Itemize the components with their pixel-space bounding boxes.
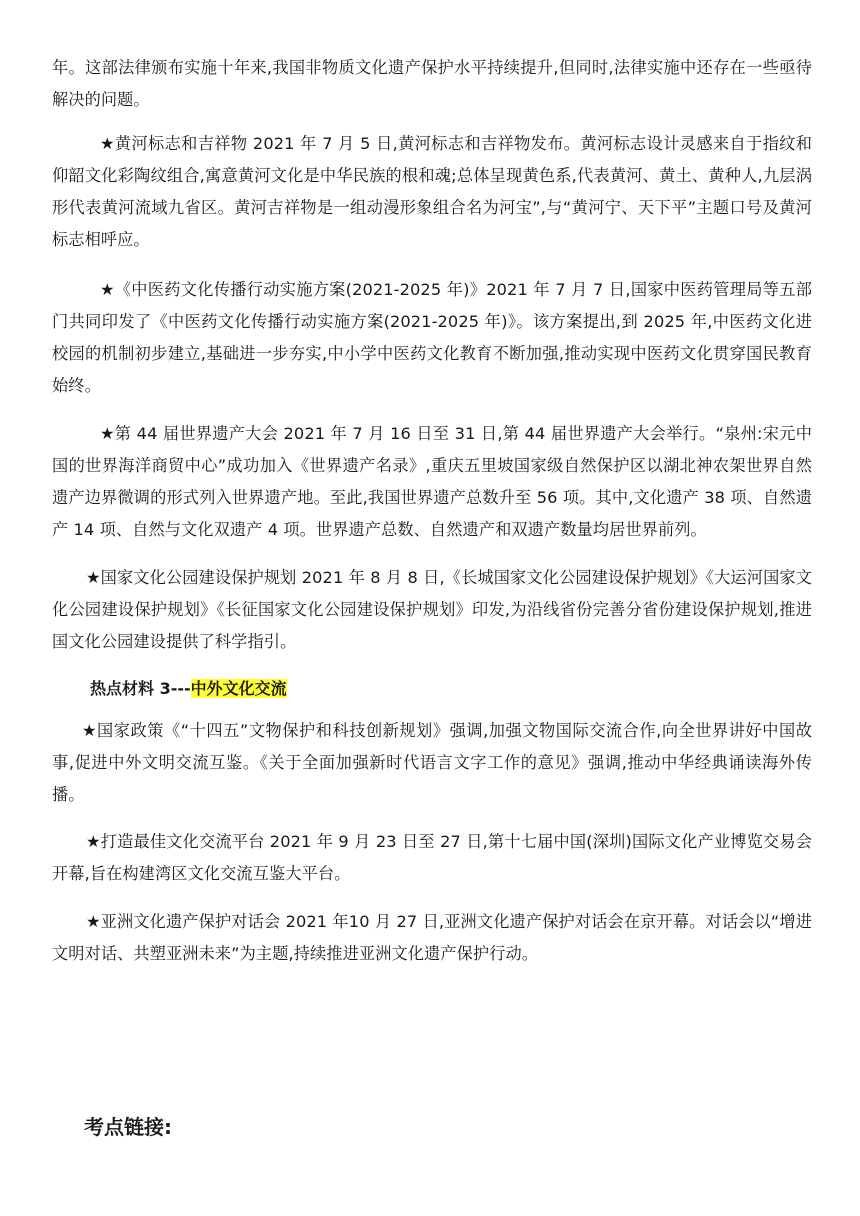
paragraph-cultural-exchange-platform: ★打造最佳文化交流平台 2021 年 9 月 23 日至 27 日,第十七届中国(深圳)国际文化产业博览交易会开幕,旨在构建湾区文化交流互鉴大平台。 — [52, 832, 812, 883]
paragraph-world-heritage-conference: ★第 44 届世界遗产大会 2021 年 7 月 16 日至 31 日,第 44 届世界遗产大会举行。“泉州:宋元中国的世界海洋商贸中心”成功加入《世界遗产名录》,重庆五里坡国家级自然保护区以湖北神农架世界自然遗产边界微调的形式列入世界遗产地。至此,我国世界遗产总数升至 56 项。其中,文化遗产 38 项、自然遗产 14 项、自然与文化双遗产 4 项。世界遗产总数、自然遗产和双遗产数量均居世界前列。 — [52, 424, 812, 539]
paragraph-yellow-river-logo: ★黄河标志和吉祥物 2021 年 7 月 5 日,黄河标志和吉祥物发布。黄河标志设计灵感来自于指纹和仰韶文化彩陶纹组合,寓意黄河文化是中华民族的根和魂;总体呈现黄色系,代表黄河、黄土、黄种人,九层涡形代表黄河流域九省区。黄河吉祥物是一组动漫形象组合名为河宝”,与“黄河宁、天下平”主题口号及黄河标志相呼应。 — [52, 134, 812, 249]
hot-topic-heading-3 — [90, 673, 287, 705]
paragraph-intangible-heritage-law-end: 年。这部法律颁布实施十年来,我国非物质文化遗产保护水平持续提升,但同时,法律实施中还存在一些亟待解决的问题。 — [52, 58, 812, 109]
paragraph-asian-heritage-dialogue: ★亚洲文化遗产保护对话会 2021 年10 月 27 日,亚洲文化遗产保护对话会在京开幕。对话会以“增进文明对话、共塑亚洲未来”为主题,持续推进亚洲文化遗产保护行动。 — [52, 912, 812, 963]
exam-points-link-heading: 考点链接: — [84, 1115, 172, 1139]
paragraph-national-policy: ★国家政策《“十四五”文物保护和科技创新规划》强调,加强文物国际交流合作,向全世界讲好中国故事,促进中外文明交流互鉴。《关于全面加强新时代语言文字工作的意见》强调,推动中华经典诵读海外传播。 — [52, 721, 812, 804]
hot-topic-highlight: 中外文化交流 — [190, 679, 287, 698]
paragraph-national-cultural-park: ★国家文化公园建设保护规划 2021 年 8 月 8 日,《长城国家文化公园建设保护规划》《大运河国家文化公园建设保护规划》《长征国家文化公园建设保护规划》印发,为沿线省份完善分省份建设保护规划,推进国文化公园建设提供了科学指引。 — [52, 568, 812, 651]
hot-topic-prefix: 热点材料 3--- — [90, 679, 191, 698]
paragraph-tcm-culture-plan: ★《中医药文化传播行动实施方案(2021-2025 年)》2021 年 7 月 7 日,国家中医药管理局等五部门共同印发了《中医药文化传播行动实施方案(2021-2025 年)》。该方案提出,到 2025 年,中医药文化进校园的机制初步建立,基础进一步夯实,中小学中医药文化教育不断加强,推动实现中医药文化贯穿国民教育始终。 — [52, 280, 812, 395]
